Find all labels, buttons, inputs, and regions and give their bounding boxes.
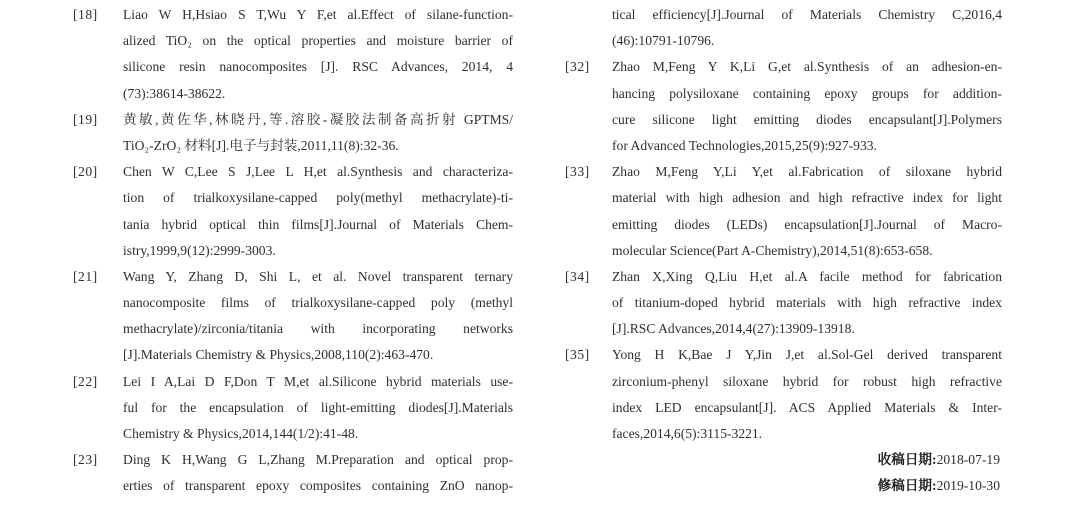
reference-text — [123, 369, 513, 448]
reference-19 — [73, 107, 513, 159]
reference-line: (73):38614-38622. — [123, 85, 226, 101]
reference-text — [612, 342, 1002, 447]
reference-line: Zhao M,Feng Y,Li Y,et al.Fabrication of siloxane hybrid — [612, 164, 1002, 180]
reference-line: istry,1999,9(12):2999-3003. — [123, 242, 276, 258]
reference-line: alized TiO₂ on the optical properties and moisture barrier of — [123, 33, 513, 49]
reference-number: [23] — [73, 452, 98, 468]
reference-32 — [565, 54, 1002, 159]
reference-23 — [73, 447, 513, 499]
reference-list-right — [565, 2, 1002, 500]
reference-text — [612, 264, 1002, 343]
reference-line: Zhao M,Feng Y K,Li G,et al.Synthesis of an adhesion-en- — [612, 59, 1002, 75]
reference-33 — [565, 159, 1002, 264]
reference-31-continuation — [612, 2, 1002, 54]
reference-line: tical efficiency[J].Journal of Materials Chemistry C,2016,4 — [612, 7, 1002, 22]
reference-35 — [565, 342, 1002, 447]
reference-number: [22] — [73, 373, 98, 389]
reference-line: TiO₂-ZrO₂ 材料[J].电子与封装,2011,11(8):32-36. — [123, 137, 399, 153]
revised-date-label: 修稿日期: — [877, 478, 937, 494]
reference-line: for Advanced Technologies,2015,25(9):927-933. — [612, 137, 877, 153]
received-date-value: 2018-07-19 — [936, 452, 1000, 468]
reference-line: molecular Science(Part A-Chemistry),2014,51(8):653-658. — [612, 242, 933, 258]
reference-number: [34] — [565, 268, 590, 284]
reference-line: material with high adhesion and high refractive index for light — [612, 190, 1002, 206]
reference-line: cure silicone light emitting diodes encapsulant[J].Polymers — [612, 111, 1002, 127]
reference-line: [J].Materials Chemistry & Physics,2008,110(2):463-470. — [123, 347, 434, 363]
reference-line: 黄敏,黄佐华,林晓丹,等.溶胶-凝胶法制备高折射 GPTMS/ — [123, 111, 513, 127]
reference-line: tania hybrid optical thin films[J].Journal of Materials Chem- — [123, 216, 513, 232]
reference-22 — [73, 369, 513, 448]
reference-line: zirconium-phenyl siloxane hybrid for robust high refractive — [612, 373, 1002, 389]
reference-number: [18] — [73, 7, 98, 22]
reference-line: Chen W C,Lee S J,Lee L H,et al.Synthesis and characteriza- — [123, 164, 513, 180]
reference-list-left — [73, 2, 513, 500]
reference-number: [33] — [565, 164, 590, 180]
reference-text — [123, 447, 513, 499]
reference-line: Zhan X,Xing Q,Liu H,et al.A facile method for fabrication — [612, 268, 1002, 284]
reference-line: nanocomposite films of trialkoxysilane-capped poly (methyl — [123, 295, 513, 311]
reference-line: tion of trialkoxysilane-capped poly(methyl methacrylate)-ti- — [123, 190, 513, 206]
reference-line: index LED encapsulant[J]. ACS Applied Materials & Inter- — [612, 399, 1002, 415]
reference-line: [J].RSC Advances,2014,4(27):13909-13918. — [612, 321, 855, 337]
reference-line: hancing polysiloxane containing epoxy groups for addition- — [612, 85, 1002, 101]
reference-text — [612, 159, 1002, 264]
reference-20 — [73, 159, 513, 264]
reference-number: [21] — [73, 268, 98, 284]
reference-34 — [565, 264, 1002, 343]
reference-line: Chemistry & Physics,2014,144(1/2):41-48. — [123, 426, 359, 441]
reference-line: Liao W H,Hsiao S T,Wu Y F,et al.Effect of silane-function- — [123, 7, 513, 22]
reference-21 — [73, 264, 513, 369]
received-date-label: 收稿日期: — [877, 452, 937, 468]
reference-line: erties of transparent epoxy composites containing ZnO nanop- — [123, 478, 513, 494]
reference-text — [612, 54, 1002, 159]
reference-line: emitting diodes (LEDs) encapsulation[J].Journal of Macro- — [612, 216, 1002, 232]
received-date-line — [565, 447, 1002, 473]
reference-line: Yong H K,Bae J Y,Jin J,et al.Sol-Gel derived transparent — [612, 347, 1002, 363]
reference-number: [32] — [565, 59, 590, 75]
reference-line: faces,2014,6(5):3115-3221. — [612, 426, 763, 441]
reference-line: methacrylate)/zirconia/titania with incorporating networks — [123, 321, 513, 337]
reference-number: [19] — [73, 111, 98, 127]
reference-line: Ding K H,Wang G L,Zhang M.Preparation and optical prop- — [123, 452, 513, 468]
revised-date-value: 2019-10-30 — [936, 478, 1000, 494]
reference-line: silicone resin nanocomposites [J]. RSC Advances, 2014, 4 — [123, 59, 513, 75]
reference-text — [123, 107, 513, 159]
reference-18 — [73, 2, 513, 107]
reference-line: ful for the encapsulation of light-emitting diodes[J].Materials — [123, 399, 513, 415]
reference-number: [35] — [565, 347, 590, 363]
reference-line: Lei I A,Lai D F,Don T M,et al.Silicone hybrid materials use- — [123, 373, 513, 389]
reference-text — [123, 159, 513, 264]
reference-line: Wang Y, Zhang D, Shi L, et al. Novel transparent ternary — [123, 268, 513, 284]
reference-text — [123, 2, 513, 107]
reference-text — [123, 264, 513, 369]
reference-line: (46):10791-10796. — [612, 33, 715, 49]
reference-line: of titanium-doped hybrid materials with high refractive index — [612, 295, 1002, 311]
revised-date-line — [565, 473, 1002, 499]
reference-number: [20] — [73, 164, 98, 180]
